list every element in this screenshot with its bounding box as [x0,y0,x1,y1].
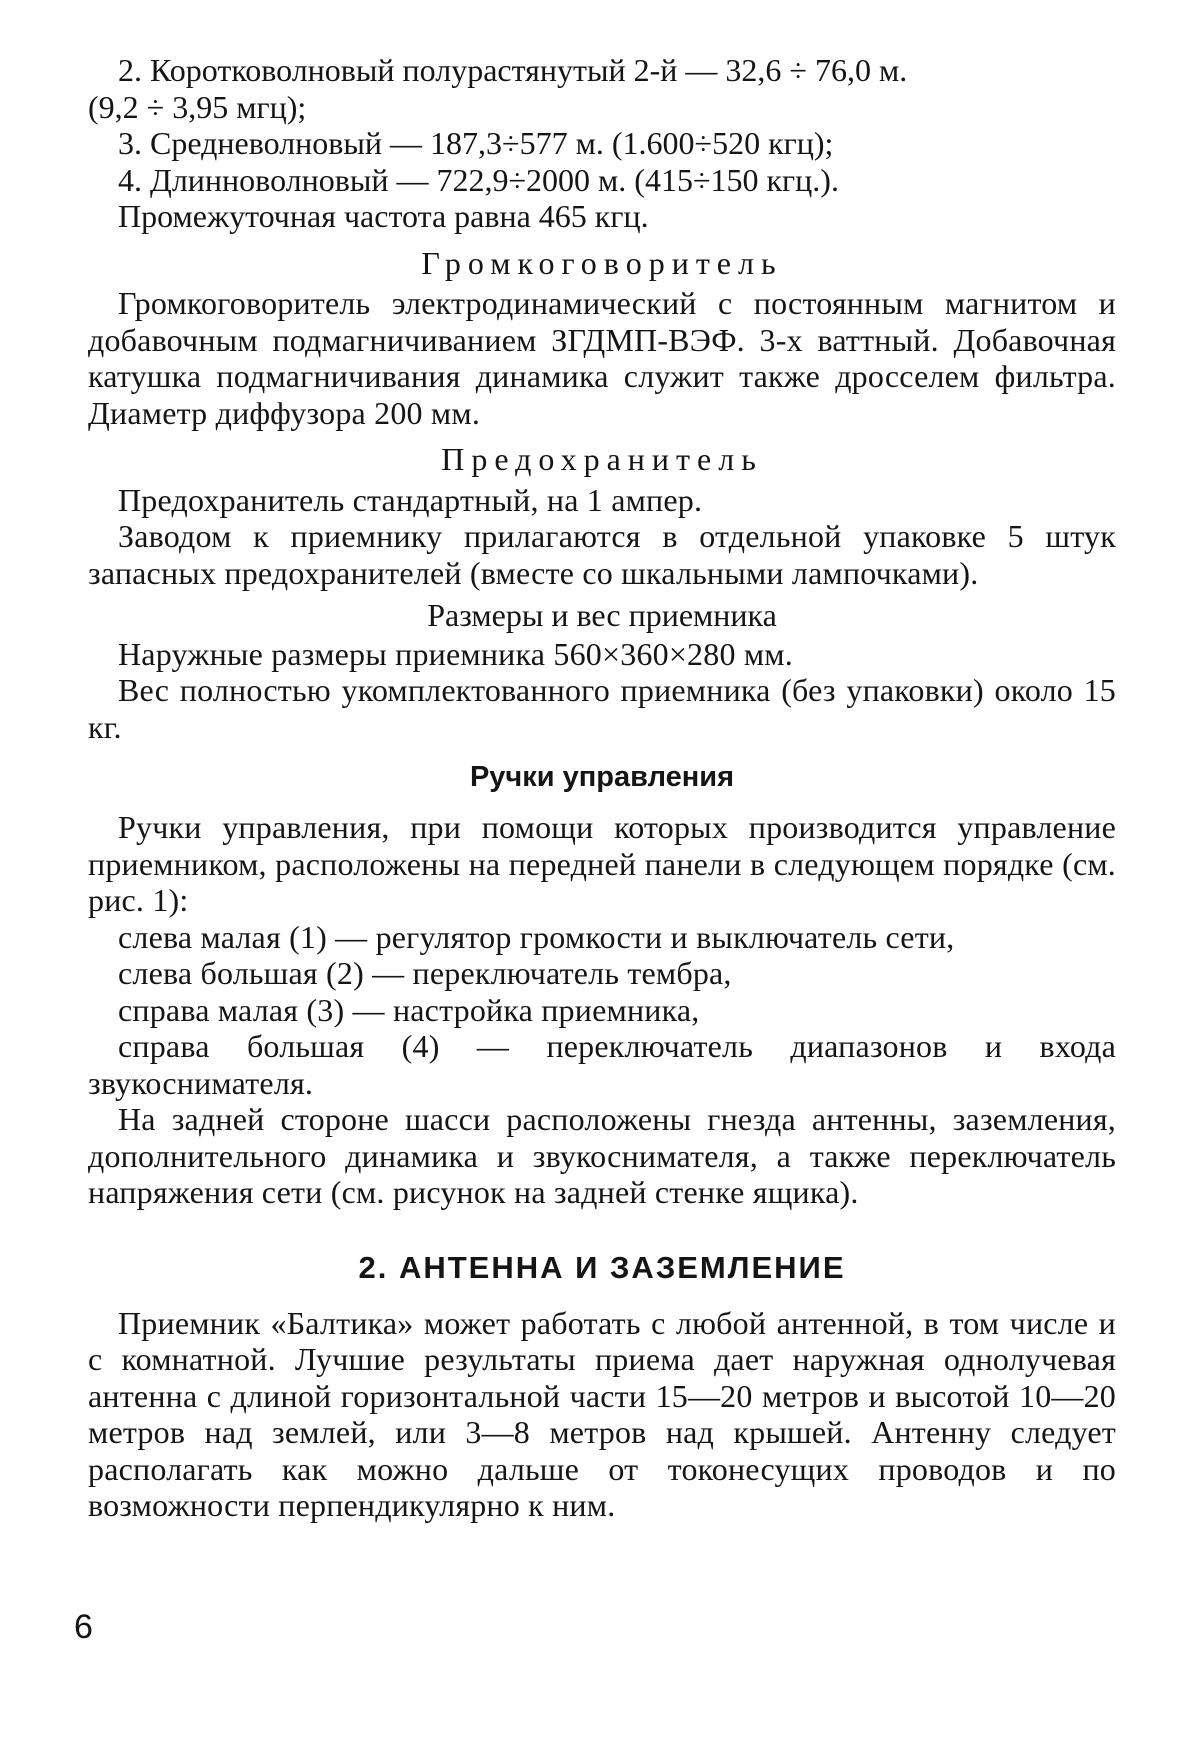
band-item-long-wave: 4. Длинноволновый — 722,9÷2000 м. (415÷150 кгц.). [118,161,839,198]
antenna-section-heading: 2. АНТЕННА И ЗАЗЕМЛЕНИЕ [358,1249,846,1285]
controls-heading: Ручки управления [469,761,735,793]
dimensions-heading: Размеры и вес приемника [427,597,777,633]
fuse-heading: Предохранитель [441,441,763,477]
fuse-text-1: Предохранитель стандартный, на 1 ампер. [118,481,703,518]
band-item-short-wave-2-freq: (9,2 ÷ 3,95 мгц); [88,88,307,125]
controls-item-3: справа малая (3) — настройка приемника, [118,991,700,1028]
band-list [88,52,1116,235]
dimensions-text-2: Вес полностью укомплектованного приемника (без упаковки) около 15 кг. [88,672,1116,745]
controls-item-2: слева большая (2) — переключатель тембра, [118,955,732,991]
fuse-text-2: Заводом к приемнику прилагаются в отдельной упаковке 5 штук запасных предохранителей (вместе со шкальными лампочками). [88,518,1116,591]
band-item-medium-wave: 3. Средневолновый — 187,3÷577 м. (1.600÷520 кгц); [118,125,834,161]
dimensions-text-1: Наружные размеры приемника 560×360×280 мм. [118,635,793,672]
loudspeaker-text: Громкоговоритель электродинамический с постоянным магнитом и добавочным подмагничиванием ЗГДМП-ВЭФ. 3-х ваттный. Добавочная катушка подмагничивания динамика служит также дросселем фильтра. Диаметр диффузора 200 мм. [88,285,1116,431]
band-item-short-wave-2: 2. Коротковолновый полурастянутый 2-й — 32,6 ÷ 76,0 м. [118,52,908,88]
antenna-text: Приемник «Балтика» может работать с любой антенной, в том числе и с комнатной. Лучшие результаты приема дает наружная однолучевая антенна с длиной горизонтальной части 15—20 метров и высотой 10—20 метров над землей, или 3—8 метров над крышей. Антенну следует располагать как можно дальше от токонесущих проводов и по возможности перпендикулярно к ним. [88,1304,1116,1523]
intermediate-frequency: Промежуточная частота равна 465 кгц. [118,198,649,234]
controls-rear-text: На задней стороне шасси расположены гнезда антенны, заземления, дополнительного динамика и звукоснимателя, а также переключатель напряжения сети (см. рисунок на задней стенке ящика). [88,1101,1116,1210]
controls-item-4: справа большая (4) — переключатель диапазонов и входа звукоснимателя. [88,1028,1116,1101]
controls-item-1: слева малая (1) — регулятор громкости и выключатель сети, [118,918,955,955]
loudspeaker-heading: Громкоговоритель [421,244,783,281]
controls-intro: Ручки управления, при помощи которых производится управление приемником, расположены на передней панели в следующем порядке (см. рис. 1): [88,809,1116,918]
page-number: 6 [74,1608,93,1646]
document-page [88,52,1116,1524]
